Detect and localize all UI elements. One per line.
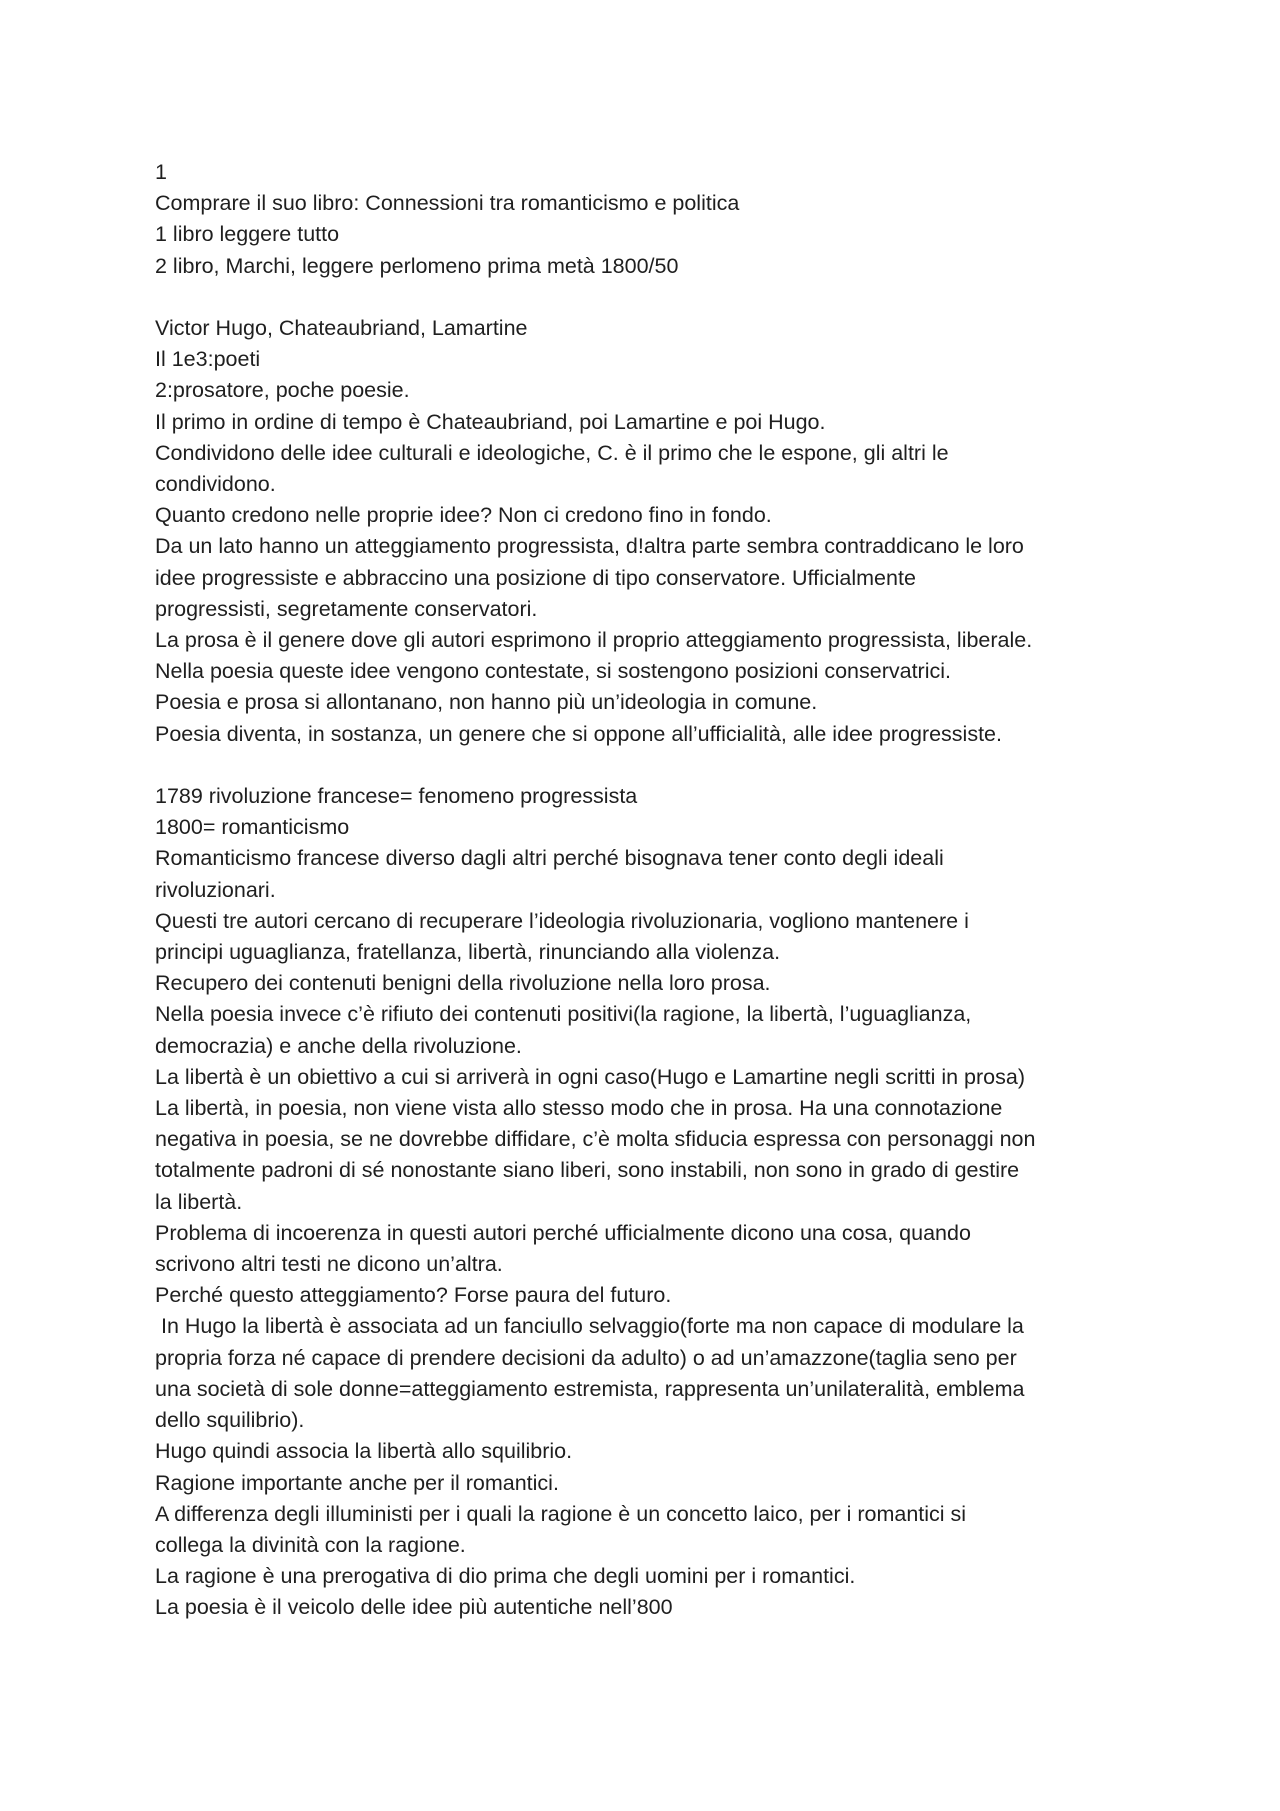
- text-line: Il 1e3:poeti: [155, 347, 261, 372]
- text-line: Comprare il suo libro: Connessioni tra romanticismo e politica: [155, 191, 740, 216]
- text-line: Perché questo atteggiamento? Forse paura del futuro.: [155, 1283, 672, 1308]
- text-line: Poesia diventa, in sostanza, un genere che si oppone all’ufficialità, alle idee progressiste.: [155, 721, 1002, 746]
- text-line: Problema di incoerenza in questi autori perché ufficialmente dicono una cosa, quando: [155, 1220, 971, 1245]
- text-line: collega la divinità con la ragione.: [155, 1532, 466, 1557]
- text-line: La poesia è il veicolo delle idee più autentiche nell’800: [155, 1595, 673, 1620]
- text-line: Nella poesia invece c’è rifiuto dei contenuti positivi(la ragione, la libertà, l’uguaglianza,: [155, 1002, 972, 1027]
- text-line: una società di sole donne=atteggiamento estremista, rappresenta un’unilateralità, emblema: [155, 1376, 1025, 1401]
- text-line: dello squilibrio).: [155, 1408, 305, 1433]
- text-line: La libertà è un obiettivo a cui si arriverà in ogni caso(Hugo e Lamartine negli scritti in prosa): [155, 1064, 1025, 1089]
- text-line: idee progressiste e abbraccino una posizione di tipo conservatore. Ufficialmente: [155, 565, 916, 590]
- blank-line: [155, 282, 1155, 313]
- text-line: Victor Hugo, Chateaubriand, Lamartine: [155, 316, 528, 340]
- notes-section-books: [155, 188, 1155, 282]
- document-body: [155, 157, 1155, 1624]
- text-line: propria forza né capace di prendere decisioni da adulto) o ad un’amazzone(taglia seno per: [155, 1345, 1017, 1370]
- text-line: Recupero dei contenuti benigni della rivoluzione nella loro prosa.: [155, 971, 771, 996]
- text-line: democrazia) e anche della rivoluzione.: [155, 1033, 522, 1058]
- page-number: 1: [155, 160, 167, 184]
- text-line: Nella poesia queste idee vengono contestate, si sostengono posizioni conservatrici.: [155, 659, 951, 684]
- text-line: 2 libro, Marchi, leggere perlomeno prima metà 1800/50: [155, 253, 679, 278]
- text-line: la libertà.: [155, 1189, 243, 1214]
- text-line: A differenza degli illuministi per i quali la ragione è un concetto laico, per i romantici si: [155, 1501, 967, 1526]
- text-line: Poesia e prosa si allontanano, non hanno più un’ideologia in comune.: [155, 690, 818, 715]
- text-line: 2:prosatore, poche poesie.: [155, 378, 410, 403]
- text-line: Da un lato hanno un atteggiamento progressista, d!altra parte sembra contraddicano le loro: [155, 534, 1024, 559]
- text-line: La libertà, in poesia, non viene vista allo stesso modo che in prosa. Ha una connotazione: [155, 1096, 1003, 1121]
- text-line: rivoluzionari.: [155, 877, 276, 902]
- notes-section-revolution: [155, 781, 1155, 1623]
- text-line: Romanticismo francese diverso dagli altri perché bisognava tener conto degli ideali: [155, 846, 944, 871]
- text-line: Hugo quindi associa la libertà allo squilibrio.: [155, 1439, 573, 1464]
- text-line: Condividono delle idee culturali e ideologiche, C. è il primo che le espone, gli altri le: [155, 440, 949, 465]
- text-line: 1789 rivoluzione francese= fenomeno progressista: [155, 784, 638, 809]
- text-line: La ragione è una prerogativa di dio prima che degli uomini per i romantici.: [155, 1564, 856, 1589]
- text-line: scrivono altri testi ne dicono un’altra.: [155, 1252, 503, 1277]
- text-line: condividono.: [155, 472, 276, 497]
- text-line: progressisti, segretamente conservatori.: [155, 596, 538, 621]
- text-line: Questi tre autori cercano di recuperare l’ideologia rivoluzionaria, vogliono mantenere i: [155, 908, 969, 933]
- text-line: Quanto credono nelle proprie idee? Non ci credono fino in fondo.: [155, 503, 772, 528]
- text-line: La prosa è il genere dove gli autori esprimono il proprio atteggiamento progressista, liberale.: [155, 628, 1033, 653]
- text-line: totalmente padroni di sé nonostante siano liberi, sono instabili, non sono in grado di gestire: [155, 1158, 1020, 1183]
- text-line: Il primo in ordine di tempo è Chateaubriand, poi Lamartine e poi Hugo.: [155, 409, 826, 434]
- notes-section-authors: [155, 313, 1155, 750]
- text-line: In Hugo la libertà è associata ad un fanciullo selvaggio(forte ma non capace di modulare la: [155, 1314, 1024, 1339]
- text-line: Ragione importante anche per il romantici.: [155, 1470, 559, 1495]
- blank-line: [155, 750, 1155, 781]
- text-line: negativa in poesia, se ne dovrebbe diffidare, c’è molta sfiducia espressa con personaggi non: [155, 1127, 1036, 1152]
- text-line: 1800= romanticismo: [155, 815, 350, 840]
- text-line: 1 libro leggere tutto: [155, 222, 340, 247]
- text-line: principi uguaglianza, fratellanza, libertà, rinunciando alla violenza.: [155, 940, 781, 965]
